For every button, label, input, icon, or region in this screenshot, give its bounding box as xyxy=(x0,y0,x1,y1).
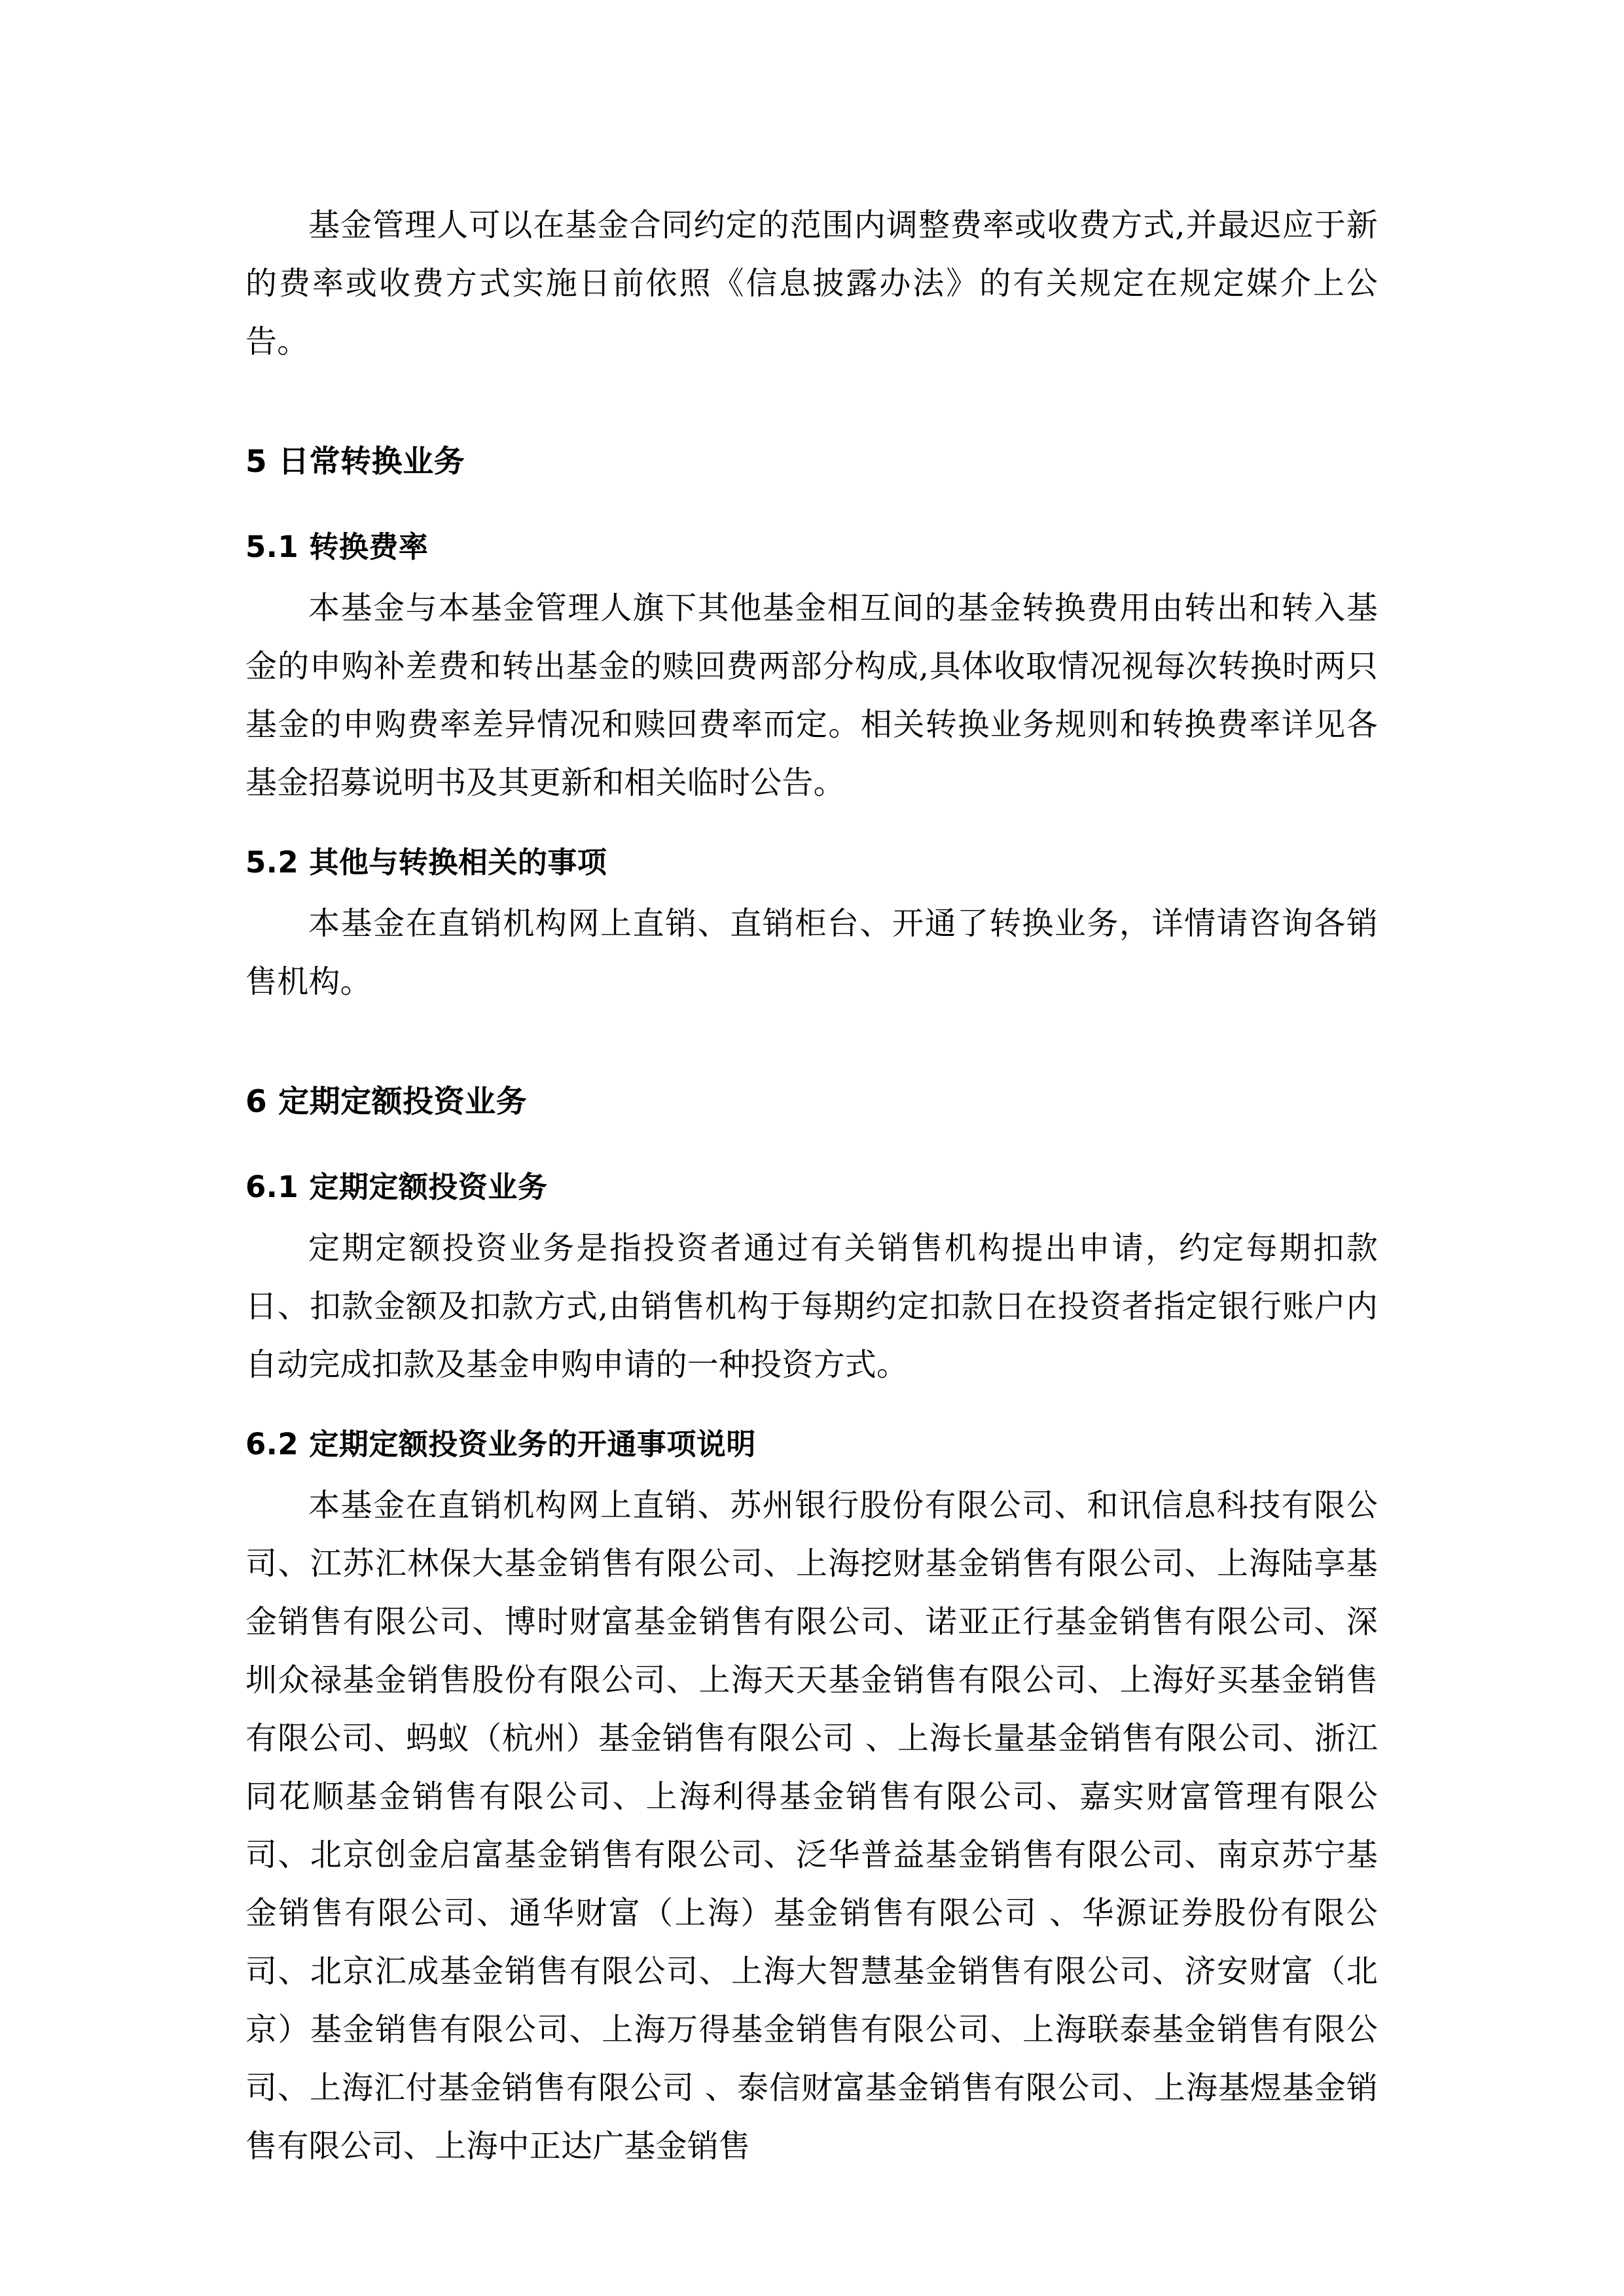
heading-section-5-1: 5.1 转换费率 xyxy=(245,529,429,564)
spacer xyxy=(245,1125,1378,1166)
spacer xyxy=(245,1466,1378,1477)
spacer xyxy=(245,1011,1378,1079)
heading-section-6: 6 定期定额投资业务 xyxy=(245,1084,528,1120)
spacer xyxy=(245,485,1378,526)
heading-section-5: 5 日常转换业务 xyxy=(245,444,465,480)
heading-section-6-2: 6.2 定期定额投资业务的开通事项说明 xyxy=(245,1427,756,1462)
spacer xyxy=(245,569,1378,579)
spacer xyxy=(245,1394,1378,1423)
spacer xyxy=(245,371,1378,439)
intro-paragraph: 基金管理人可以在基金合同约定的范围内调整费率或收费方式,并最迟应于新的费率或收费方式实施日前依照《信息披露办法》的有关规定在规定媒介上公告。 xyxy=(245,207,1378,360)
page-content xyxy=(245,196,1378,2176)
paragraph-section-5-1: 本基金与本基金管理人旗下其他基金相互间的基金转换费用由转出和转入基金的申购补差费和转出基金的赎回费两部分构成,具体收取情况视每次转换时两只基金的申购费率差异情况和赎回费率而定。相关转换业务规则和转换费率详见各基金招募说明书及其更新和相关临时公告。 xyxy=(245,590,1378,801)
heading-section-6-1: 6.1 定期定额投资业务 xyxy=(245,1170,548,1204)
paragraph-section-6-2: 本基金在直销机构网上直销、苏州银行股份有限公司、和讯信息科技有限公司、江苏汇林保大基金销售有限公司、上海挖财基金销售有限公司、上海陆享基金销售有限公司、博时财富基金销售有限公司、诺亚正行基金销售有限公司、深圳众禄基金销售股份有限公司、上海天天基金销售有限公司、上海好买基金销售有限公司、蚂蚁（杭州）基金销售有限公司 、上海长量基金销售有限公司、浙江同花顺基金销售有限公司、上海利得基金销售有限公司、嘉实财富管理有限公司、北京创金启富基金销售有限公司、泛华普益基金销售有限公司、南京苏宁基金销售有限公司、通华财富（上海）基金销售有限公司 、华源证券股份有限公司、北京汇成基金销售有限公司、上海大智慧基金销售有限公司、济安财富（北京）基金销售有限公司、上海万得基金销售有限公司、上海联泰基金销售有限公司、上海汇付基金销售有限公司 、泰信财富基金销售有限公司、上海基煜基金销售有限公司、上海中正达广基金销售 xyxy=(245,1487,1378,2164)
spacer xyxy=(245,812,1378,841)
heading-section-5-2: 5.2 其他与转换相关的事项 xyxy=(245,845,607,880)
paragraph-section-6-1: 定期定额投资业务是指投资者通过有关销售机构提出申请，约定每期扣款日、扣款金额及扣款方式,由销售机构于每期约定扣款日在投资者指定银行账户内自动完成扣款及基金申购申请的一种投资方式。 xyxy=(245,1230,1378,1383)
spacer xyxy=(245,1209,1378,1219)
spacer xyxy=(245,884,1378,895)
paragraph-section-5-2: 本基金在直销机构网上直销、直销柜台、开通了转换业务，详情请咨询各销售机构。 xyxy=(245,905,1378,1000)
